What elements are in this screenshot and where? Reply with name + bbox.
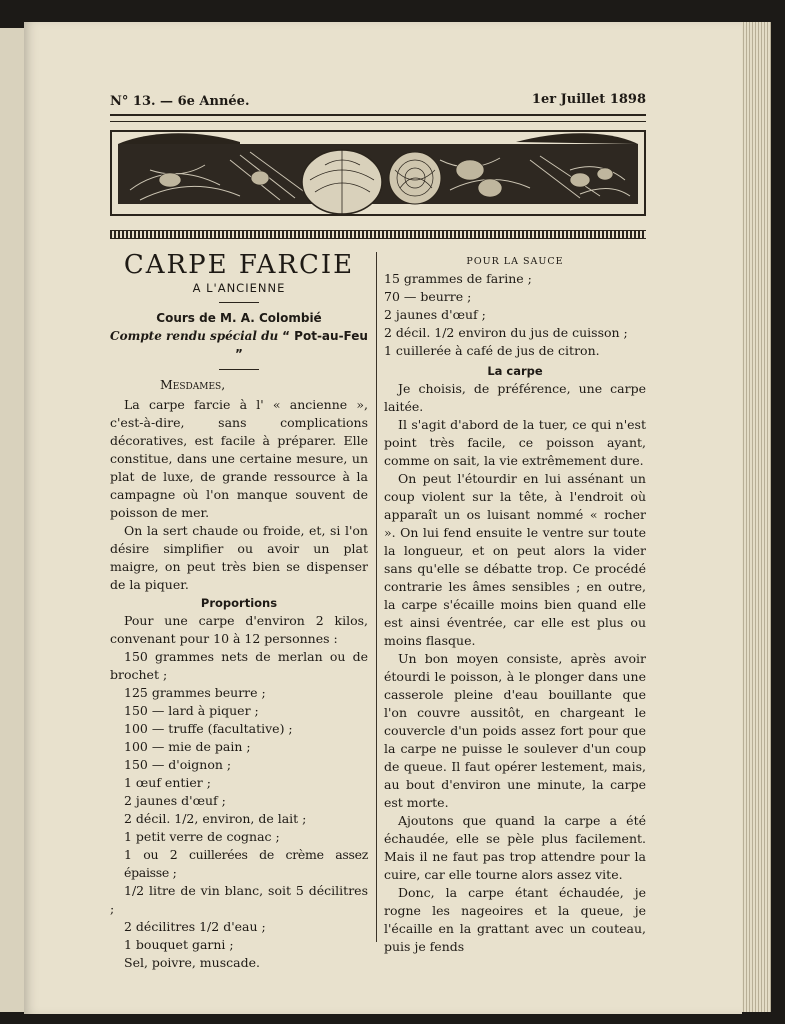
- course-author: Cours de M. A. Colombié: [156, 311, 322, 325]
- section-heading-proportions: Proportions: [200, 596, 278, 610]
- salutation: Mesdames,: [160, 377, 226, 392]
- section-heading-sauce: POUR LA SAUCE: [466, 256, 564, 267]
- ingredient-item: 2 décil. 1/2, environ, de lait ;: [124, 811, 307, 826]
- short-rule: [219, 302, 259, 303]
- column-divider: [376, 252, 377, 942]
- ingredient-item: 125 grammes beurre ;: [124, 685, 266, 700]
- article-subtitle: A L'ANCIENNE: [192, 281, 286, 295]
- sauce-item: 70 — beurre ;: [384, 289, 472, 304]
- book-edge-right: [740, 22, 771, 1012]
- paragraph: Il s'agit d'abord de la tuer, ce qui n'est point très facile, ce poisson ayant, comme on sait, la vie extrêmement dure.: [384, 417, 646, 468]
- section-heading-carpe: La carpe: [487, 364, 543, 378]
- issue-date: 1er Juillet 1898: [531, 92, 646, 107]
- report-line: [110, 327, 368, 363]
- page: [24, 22, 742, 1014]
- left-column: [110, 250, 368, 972]
- ingredient-item: 150 grammes nets de merlan ou de brochet ;: [110, 649, 368, 682]
- ingredient-item: 1 œuf entier ;: [124, 775, 211, 790]
- ingredient-item: 2 décilitres 1/2 d'eau ;: [124, 919, 266, 934]
- ingredient-item: 1 ou 2 cuillerées de crème assez épaisse ;: [124, 847, 368, 880]
- ingredient-item: 100 — mie de pain ;: [124, 739, 251, 754]
- short-rule: [219, 369, 259, 370]
- ingredient-item: 2 jaunes d'œuf ;: [124, 793, 226, 808]
- paragraph: Ajoutons que quand la carpe a été échaudée, elle se pèle plus facilement. Mais il ne faut pas trop attendre pour la cuire, car elle tourne alors assez vite.: [384, 813, 646, 882]
- vegetable-banner-illustration: [110, 130, 646, 216]
- ornamental-rule: [110, 230, 646, 239]
- report-journal-name: “ Pot-au-Feu ”: [235, 329, 368, 361]
- report-italic: Compte rendu spécial du: [110, 329, 279, 343]
- sauce-item: 15 grammes de farine ;: [384, 271, 532, 286]
- ingredient-item: 150 — d'oignon ;: [124, 757, 232, 772]
- banner-svg: [110, 130, 646, 216]
- sauce-item: 2 décil. 1/2 environ du jus de cuisson ;: [384, 325, 628, 340]
- paragraph: Pour une carpe d'environ 2 kilos, convenant pour 10 à 12 personnes :: [110, 613, 368, 646]
- ingredient-item: 1 bouquet garni ;: [124, 937, 234, 952]
- ingredient-item: 100 — truffe (facultative) ;: [124, 721, 293, 736]
- issue-number: N° 13. — 6e Année.: [110, 94, 250, 109]
- paragraph: Donc, la carpe étant échaudée, je rogne les nageoires et la queue, je l'écaille en la grattant avec un couteau, puis je fends: [384, 885, 646, 954]
- paragraph: On la sert chaude ou froide, et, si l'on désire simplifier ou avoir un plat maigre, on peut très bien se dispenser de la piquer.: [110, 523, 368, 592]
- sauce-item: 1 cuillerée à café de jus de citron.: [384, 343, 600, 358]
- sauce-item: 2 jaunes d'œuf ;: [384, 307, 486, 322]
- paragraph: Un bon moyen consiste, après avoir étourdi le poisson, à le plonger dans une casserole pleine d'eau bouillante que l'on couvre aussitôt, en chargeant le couvercle d'un poids assez fort pour que la carpe ne puisse le soulever d'un coup de queue. Il faut opérer lestement, mais, au bout d'environ une minute, la carpe est morte.: [384, 651, 646, 810]
- paragraph: On peut l'étourdir en lui assénant un coup violent sur la tête, à l'endroit où apparaît un os luisant nommé « rocher ». On lui fend ensuite le ventre sur toute la longueur, et on peut alors la vider sans qu'elle se débatte trop. Ce procédé contrarie les âmes sensibles ; en outre, la carpe s'écaille moins bien quand elle est ainsi éventrée, car elle est plus ou moins flasque.: [384, 471, 646, 648]
- ingredient-item: 1 petit verre de cognac ;: [124, 829, 280, 844]
- running-header: [110, 92, 646, 116]
- ingredient-item: Sel, poivre, muscade.: [124, 955, 260, 970]
- paragraph: Je choisis, de préférence, une carpe laitée.: [384, 381, 646, 414]
- article-title: CARPE FARCIE: [123, 250, 355, 280]
- book-edge-left: [0, 28, 25, 1012]
- right-column: [384, 254, 646, 956]
- ingredient-item: 150 — lard à piquer ;: [124, 703, 259, 718]
- ingredient-item: 1/2 litre de vin blanc, soit 5 décilitres ;: [110, 883, 368, 916]
- header-rule: [110, 114, 646, 122]
- paragraph: La carpe farcie à l' « ancienne », c'est-à-dire, sans complications décoratives, est facile à préparer. Elle constitue, dans une certaine mesure, un plat de luxe, de grande ressource à la campagne où l'on manque souvent de poisson de mer.: [110, 397, 368, 520]
